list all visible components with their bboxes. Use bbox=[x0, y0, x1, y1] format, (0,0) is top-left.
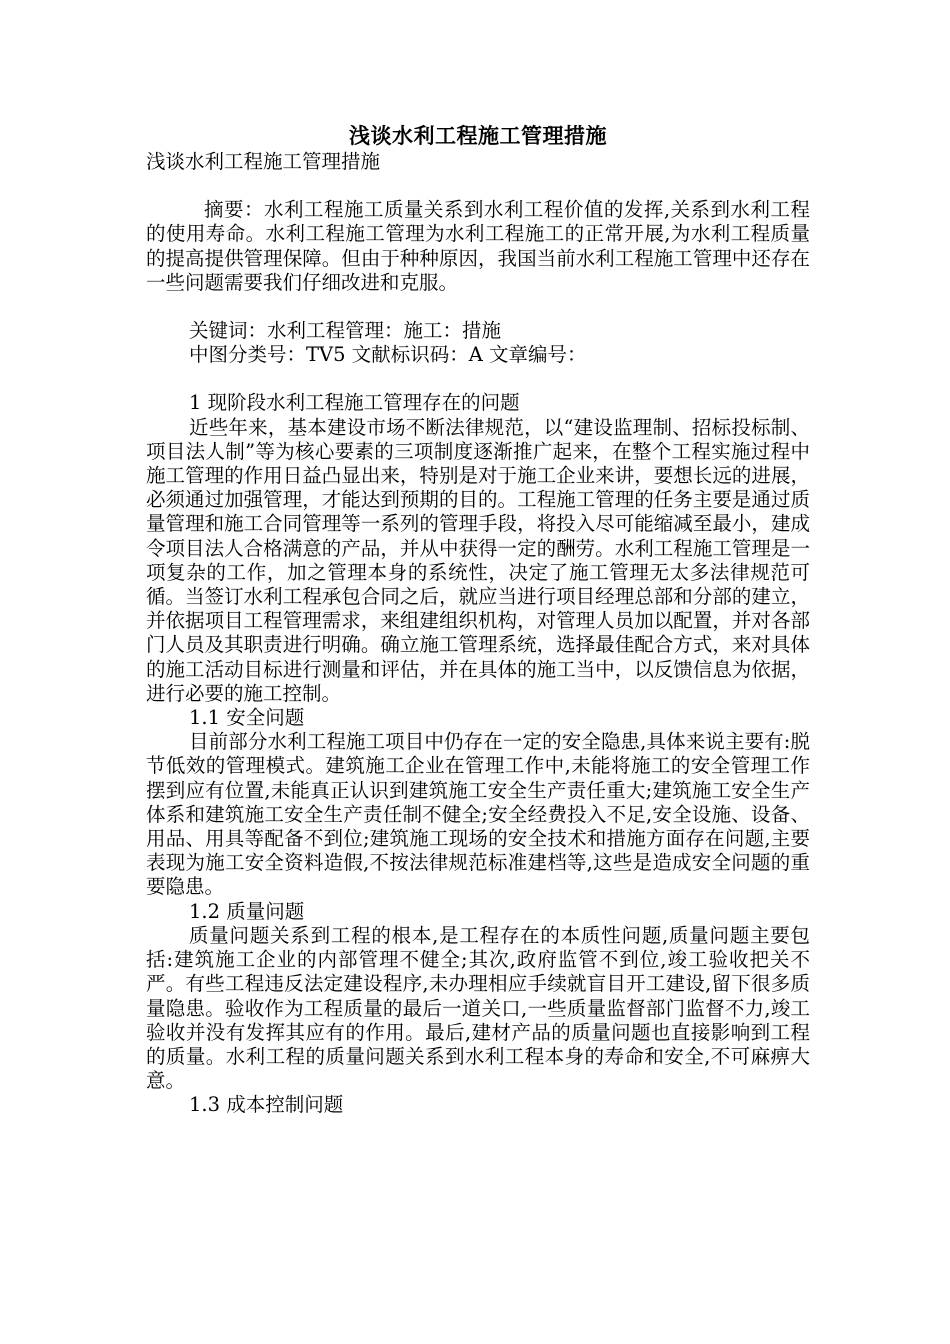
section-1-1-paragraph: 目前部分水利工程施工项目中仍存在一定的安全隐患,具体来说主要有:脱节低效的管理模式。建筑施工企业在管理工作中,未能将施工的安全管理工作摆到应有位置,未能真正认识到建筑施工安全生产责任重大;建筑施工安全生产体系和建筑施工安全生产责任制不健全;安全经费投入不足,安全设施、设备、用品、用具等配备不到位;建筑施工现场的安全技术和措施方面存在问题,主要表现为施工安全资料造假,不按法律规范标准建档等,这些是造成安全问题的重要隐患。 bbox=[146, 730, 810, 899]
document-page bbox=[146, 122, 810, 1118]
section-heading-1: 1 现阶段水利工程施工管理存在的问题 bbox=[189, 391, 520, 415]
document-subtitle: 浅谈水利工程施工管理措施 bbox=[146, 150, 381, 173]
document-title: 浅谈水利工程施工管理措施 bbox=[349, 124, 607, 148]
section-heading-1-2: 1.2 质量问题 bbox=[189, 899, 305, 923]
section-1-2-paragraph: 质量问题关系到工程的根本,是工程存在的本质性问题,质量问题主要包括:建筑施工企业的内部管理不健全;其次,政府监管不到位,竣工验收把关不严。有些工程违反法定建设程序,未办理相应手续就盲目开工建设,留下很多质量隐患。验收作为工程质量的最后一道关口,一些质量监督部门监督不力,竣工验收并没有发挥其应有的作用。最后,建材产品的质量问题也直接影响到工程的质量。水利工程的质量问题关系到水利工程本身的寿命和安全,不可麻痹大意。 bbox=[146, 923, 810, 1093]
section-heading-1-1: 1.1 安全问题 bbox=[189, 706, 305, 730]
abstract-paragraph: 摘要：水利工程施工质量关系到水利工程价值的发挥,关系到水利工程的使用寿命。水利工程施工管理为水利工程施工的正常开展,为水利工程质量的提高提供管理保障。但由于种种原因，我国当前水利工程施工管理中还存在一些问题需要我们仔细改进和克服。 bbox=[146, 198, 810, 294]
keywords-line: 关键词：水利工程管理：施工：措施 bbox=[189, 319, 502, 343]
section-heading-1-3: 1.3 成本控制问题 bbox=[189, 1093, 344, 1117]
section-1-paragraph: 近些年来，基本建设市场不断法律规范，以“建设监理制、招标投标制、项目法人制”等为核心要素的三项制度逐渐推广起来，在整个工程实施过程中施工管理的作用日益凸显出来，特别是对于施工企业来讲，要想长远的进展，必须通过加强管理，才能达到预期的目的。工程施工管理的任务主要是通过质量管理和施工合同管理等一系列的管理手段，将投入尽可能缩减至最小，建成令项目法人合格满意的产品，并从中获得一定的酬劳。水利工程施工管理是一项复杂的工作，加之管理本身的系统性，决定了施工管理无太多法律规范可循。当签订水利工程承包合同之后，就应当进行项目经理总部和分部的建立，并依据项目工程管理需求，来组建组织机构，对管理人员加以配置，并对各部门人员及其职责进行明确。确立施工管理系统，选择最佳配合方式，来对具体的施工活动目标进行测量和评估，并在具体的施工当中，以反馈信息为依据，进行必要的施工控制。 bbox=[146, 415, 810, 705]
classification-line: 中图分类号：TV5 文献标识码：A 文章编号： bbox=[189, 343, 587, 367]
